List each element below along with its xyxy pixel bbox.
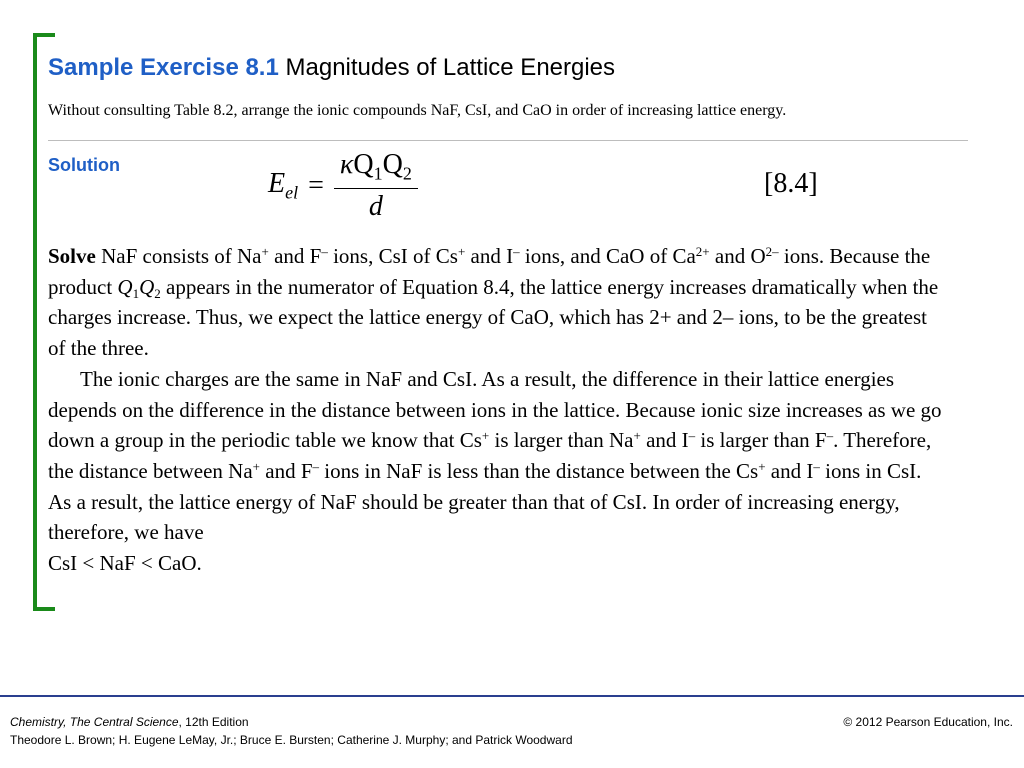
exercise-prompt: Without consulting Table 8.2, arrange the ionic compounds NaF, CsI, and CaO in order of increasing lattice energy. (48, 102, 787, 119)
charge-superscript: – (321, 244, 328, 259)
kappa-symbol: κ (339, 149, 354, 181)
solution-label: Solution (48, 155, 120, 175)
q1-subscript: 1 (373, 163, 383, 184)
charge-superscript: + (481, 428, 490, 444)
charge-superscript: 2– (765, 244, 779, 259)
q-subscript: 1 (132, 285, 140, 301)
equation-lhs (268, 168, 298, 204)
footer-copyright: © 2012 Pearson Education, Inc. (843, 715, 1013, 729)
q-symbol: Q (117, 274, 133, 299)
solution-body (48, 241, 948, 579)
text-run: and O (709, 244, 766, 268)
solve-lead: Solve (48, 244, 96, 268)
q2-subscript: 2 (402, 163, 412, 184)
q-symbol: Q (139, 274, 155, 299)
text-run: ions in NaF is less than the distance between the Cs (319, 458, 759, 483)
book-title: Chemistry, The Central Science (10, 715, 179, 729)
final-answer: CsI < NaF < CaO. (48, 551, 202, 576)
equation-fraction (334, 149, 418, 223)
text-run: and F (268, 244, 322, 268)
charge-superscript: + (261, 244, 269, 259)
text-run: and I (765, 458, 814, 483)
charge-superscript: – (813, 458, 820, 474)
equation-number: [8.4] (764, 168, 818, 199)
book-edition: , 12th Edition (178, 715, 249, 729)
equation-e-symbol: E (268, 168, 286, 200)
lattice-energy-equation (268, 146, 418, 226)
slide-title (48, 54, 615, 82)
text-run: ions, CsI of Cs (327, 244, 458, 268)
text-run: and I (465, 244, 514, 268)
charge-superscript: – (513, 244, 520, 259)
equation-el-subscript: el (285, 182, 299, 203)
text-run: The ionic charges are the same in NaF and CsI. As a result, the difference in their lattice energies depends on the difference in the distance between ions in the lattice. Because ionic size increases as we go down a group in the periodic table we know that Cs (48, 366, 942, 453)
text-run: is larger than Na (489, 428, 634, 453)
charge-superscript: + (252, 458, 261, 474)
text-run: . Therefore, the distance between Na (48, 428, 932, 483)
text-run: and F (260, 458, 313, 483)
equation-denominator: d (368, 190, 383, 222)
q1-symbol: Q (353, 149, 374, 181)
q2-symbol: Q (382, 149, 403, 181)
charge-superscript: – (688, 428, 696, 444)
footer-book (10, 715, 249, 729)
text-run: appears in the numerator of Equation 8.4, the lattice energy increases dramatically when the charges increase. Thus, we expect the lattice energy of CaO, which has 2+ and 2– ions, to be the greatest (48, 274, 939, 330)
charge-superscript: + (633, 428, 641, 444)
text-run: and I (640, 428, 689, 453)
charge-superscript: – (826, 428, 834, 444)
charge-superscript: 2+ (695, 244, 710, 259)
divider (48, 140, 968, 141)
equation-equals: = (308, 170, 324, 201)
exercise-topic: Magnitudes of Lattice Energies (285, 54, 616, 81)
text-run: NaF consists of Na (95, 244, 262, 268)
footer-authors: Theodore L. Brown; H. Eugene LeMay, Jr.; Bruce E. Bursten; Catherine J. Murphy; and Patrick Woodward (10, 733, 573, 747)
charge-superscript: – (312, 458, 320, 474)
text-run: ions. Because the product (48, 244, 931, 299)
footer-divider (0, 695, 1024, 697)
charge-superscript: + (457, 244, 466, 259)
text-run: of the three. (48, 336, 149, 361)
solve-paragraph (48, 241, 948, 364)
text-run: ions, and CaO of Ca (519, 244, 696, 268)
exercise-number: Sample Exercise 8.1 (48, 54, 279, 81)
charge-superscript: + (758, 458, 766, 474)
equation-numerator (334, 149, 418, 189)
text-run: is larger than F (695, 428, 827, 453)
text-run: ions in CsI. As a result, the lattice energy of NaF should be greater than that of CsI. In order of increasing energy, therefore, we have (48, 458, 922, 545)
q-subscript: 2 (154, 285, 161, 301)
reasoning-paragraph (48, 364, 948, 548)
